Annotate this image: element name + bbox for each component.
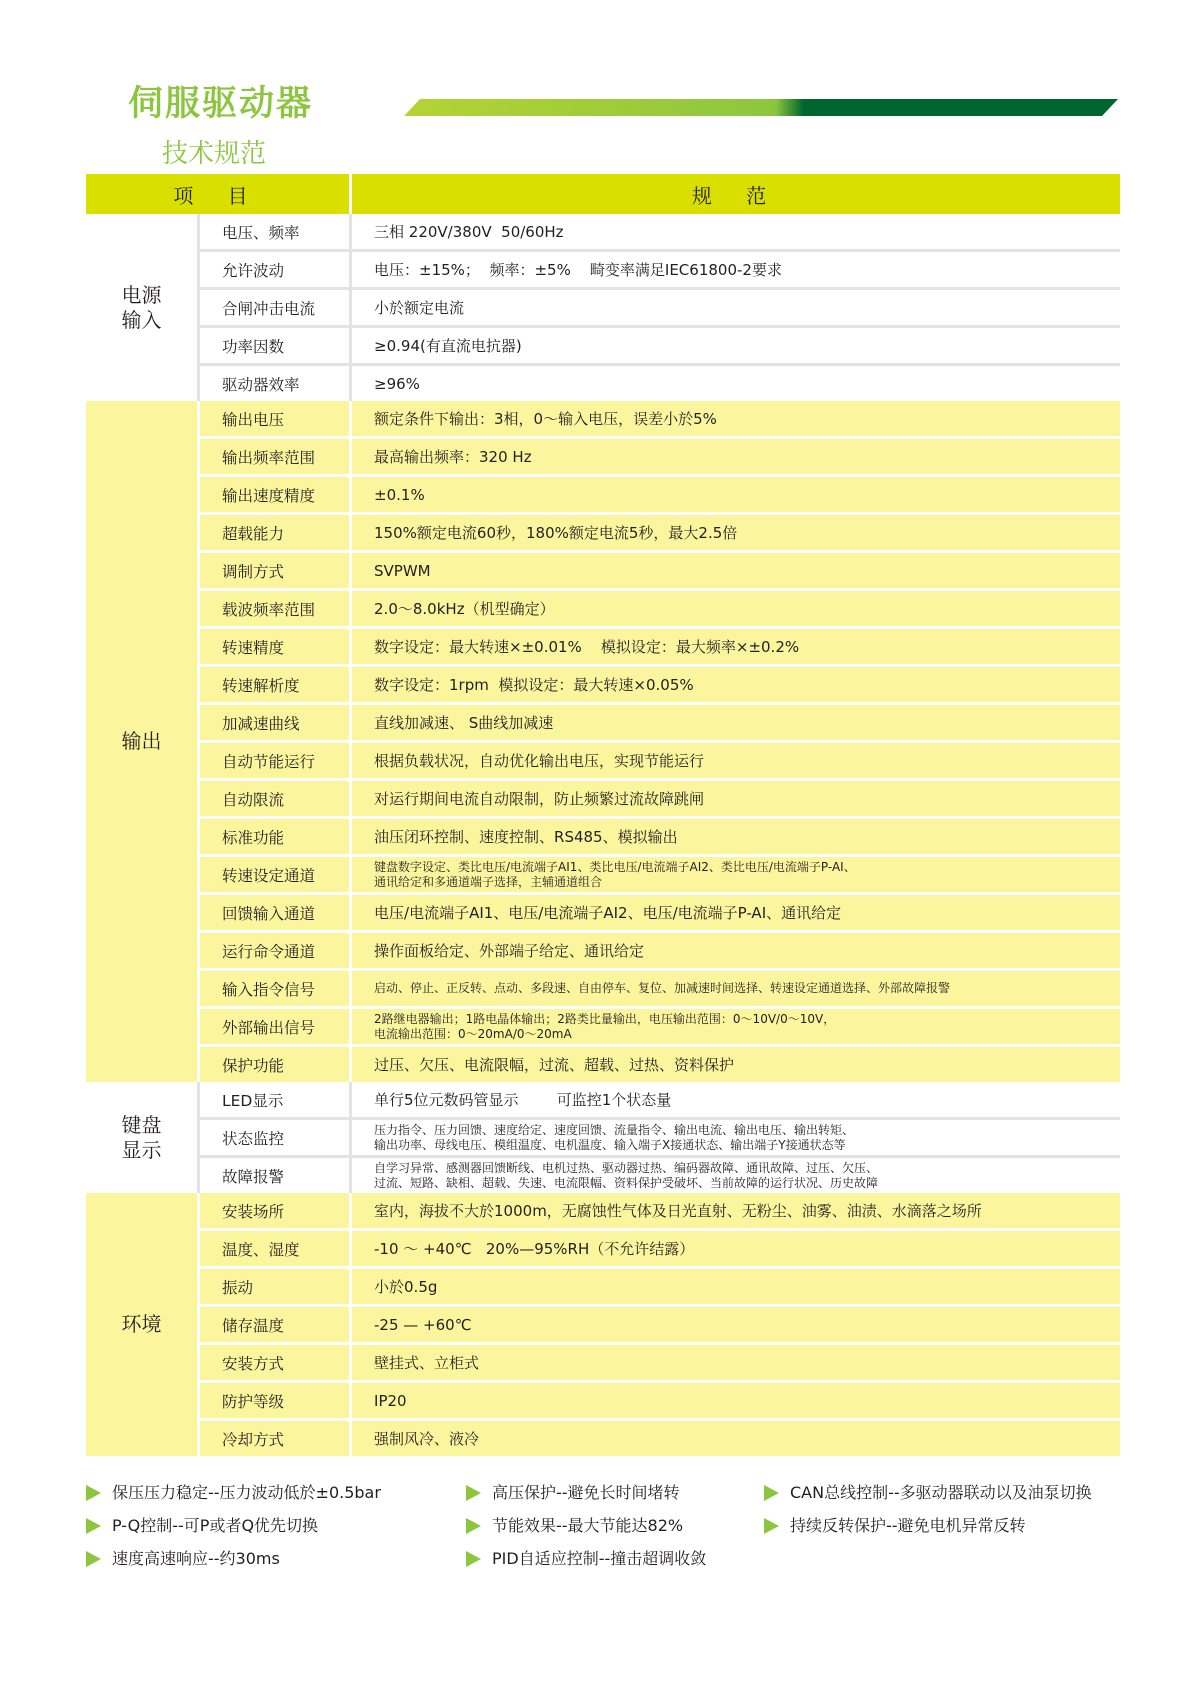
- table-row: [86, 1047, 1120, 1082]
- table-row: [86, 328, 1120, 366]
- value-cell: 数字设定：最大转速×±0.01% 模拟设定：最大频率×±0.2%: [352, 629, 1120, 667]
- category-cell: 电源输入: [86, 214, 200, 401]
- value-cell: 壁挂式、立柜式: [352, 1345, 1120, 1383]
- table-row: [86, 895, 1120, 933]
- value-cell: 150%额定电流60秒，180%额定电流5秒，最大2.5倍: [352, 515, 1120, 553]
- item-cell: 输出速度精度: [200, 477, 352, 515]
- value-cell: -10 ～ +40℃ 20%—95%RH（不允许结露）: [352, 1231, 1120, 1269]
- category-cell: 输出: [86, 401, 200, 1082]
- page-title: 伺服驱动器: [128, 84, 314, 124]
- value-cell: 室内，海拔不大於1000m，无腐蚀性气体及日光直射、无粉尘、油雾、油渍、水滴落之场所: [352, 1193, 1120, 1231]
- feature-list: [86, 1482, 1126, 1592]
- feature-item: PID自适应控制--撞击超调收敛: [466, 1548, 706, 1570]
- feature-item: 保压压力稳定--压力波动低於±0.5bar: [86, 1482, 381, 1504]
- triangle-bullet-icon: [466, 1485, 481, 1501]
- table-row: [86, 214, 1120, 252]
- item-cell: 振动: [200, 1269, 352, 1307]
- table-row: [86, 591, 1120, 629]
- category-cell: 键盘显示: [86, 1082, 200, 1193]
- table-row: [86, 1082, 1120, 1120]
- table-row: [86, 1345, 1120, 1383]
- table-row: [86, 857, 1120, 895]
- table-row: [86, 781, 1120, 819]
- table-row: [86, 1421, 1120, 1456]
- item-cell: 温度、湿度: [200, 1231, 352, 1269]
- value-cell: 最高输出频率：320 Hz: [352, 439, 1120, 477]
- item-cell: 安装方式: [200, 1345, 352, 1383]
- table-row: [86, 629, 1120, 667]
- table-row: [86, 290, 1120, 328]
- item-cell: 冷却方式: [200, 1421, 352, 1456]
- triangle-bullet-icon: [86, 1485, 101, 1501]
- item-cell: 安装场所: [200, 1193, 352, 1231]
- header-spec: 规 范: [352, 174, 1120, 214]
- item-cell: 功率因数: [200, 328, 352, 366]
- item-cell: 保护功能: [200, 1047, 352, 1082]
- value-cell: -25 — +60℃: [352, 1307, 1120, 1345]
- page-subtitle: 技术规范: [162, 139, 267, 169]
- value-cell: 强制风冷、液冷: [352, 1421, 1120, 1456]
- triangle-bullet-icon: [86, 1518, 101, 1534]
- value-cell: 根据负载状况，自动优化输出电压，实现节能运行: [352, 743, 1120, 781]
- item-cell: 输入指令信号: [200, 971, 352, 1009]
- value-cell: ≥0.94(有直流电抗器): [352, 328, 1120, 366]
- table-row: [86, 971, 1120, 1009]
- spec-table: [86, 174, 1120, 1456]
- item-cell: 状态监控: [200, 1120, 352, 1158]
- item-cell: 超载能力: [200, 515, 352, 553]
- value-cell: 压力指令、压力回馈、速度给定、速度回馈、流量指令、输出电流、输出电压、输出转矩、 输出功率、母线电压、模组温度、电机温度、输入端子X接通状态、输出端子Y接通状态等: [352, 1120, 1120, 1158]
- value-cell: 启动、停止、正反转、点动、多段速、自由停车、复位、加减速时间选择、转速设定通道选择、外部故障报警: [352, 971, 1120, 1009]
- item-cell: 自动限流: [200, 781, 352, 819]
- table-row: [86, 1269, 1120, 1307]
- item-cell: 电压、频率: [200, 214, 352, 252]
- item-cell: 标准功能: [200, 819, 352, 857]
- table-row: [86, 1383, 1120, 1421]
- table-row: [86, 1193, 1120, 1231]
- value-cell: 油压闭环控制、速度控制、RS485、模拟输出: [352, 819, 1120, 857]
- table-row: [86, 705, 1120, 743]
- table-row: [86, 743, 1120, 781]
- table-row: [86, 933, 1120, 971]
- triangle-bullet-icon: [466, 1518, 481, 1534]
- table-row: [86, 1158, 1120, 1193]
- table-row: [86, 1307, 1120, 1345]
- value-cell: 小於额定电流: [352, 290, 1120, 328]
- value-cell: ≥96%: [352, 366, 1120, 401]
- feature-item: 速度高速响应--约30ms: [86, 1548, 280, 1570]
- spec-table-body: [86, 214, 1120, 1456]
- table-row: [86, 366, 1120, 401]
- value-cell: 直线加减速、 S曲线加减速: [352, 705, 1120, 743]
- table-row: [86, 252, 1120, 290]
- value-cell: 单行5位元数码管显示 可监控1个状态量: [352, 1082, 1120, 1120]
- item-cell: 调制方式: [200, 553, 352, 591]
- header-item: 项 目: [86, 174, 352, 214]
- table-row: [86, 1120, 1120, 1158]
- item-cell: 回馈输入通道: [200, 895, 352, 933]
- item-cell: 驱动器效率: [200, 366, 352, 401]
- table-row: [86, 439, 1120, 477]
- item-cell: 转速设定通道: [200, 857, 352, 895]
- feature-item: 节能效果--最大节能达82%: [466, 1515, 683, 1537]
- value-cell: IP20: [352, 1383, 1120, 1421]
- triangle-bullet-icon: [764, 1518, 779, 1534]
- item-cell: 加减速曲线: [200, 705, 352, 743]
- triangle-bullet-icon: [764, 1485, 779, 1501]
- item-cell: 转速解析度: [200, 667, 352, 705]
- category-cell: 环境: [86, 1193, 200, 1456]
- item-cell: 合闸冲击电流: [200, 290, 352, 328]
- value-cell: 2.0～8.0kHz（机型确定）: [352, 591, 1120, 629]
- item-cell: 载波频率范围: [200, 591, 352, 629]
- value-cell: 操作面板给定、外部端子给定、通讯给定: [352, 933, 1120, 971]
- value-cell: ±0.1%: [352, 477, 1120, 515]
- value-cell: 自学习异常、感测器回馈断线、电机过热、驱动器过热、编码器故障、通讯故障、过压、欠压、 过流、短路、缺相、超载、失速、电流限幅、资料保护受破坏、当前故障的运行状况、历史故障: [352, 1158, 1120, 1193]
- item-cell: 故障报警: [200, 1158, 352, 1193]
- item-cell: 输出频率范围: [200, 439, 352, 477]
- item-cell: 输出电压: [200, 401, 352, 439]
- feature-item: P-Q控制--可P或者Q优先切换: [86, 1515, 318, 1537]
- value-cell: 三相 220V/380V 50/60Hz: [352, 214, 1120, 252]
- value-cell: SVPWM: [352, 553, 1120, 591]
- feature-item: CAN总线控制--多驱动器联动以及油泵切换: [764, 1482, 1092, 1504]
- item-cell: 运行命令通道: [200, 933, 352, 971]
- value-cell: 电压/电流端子AI1、电压/电流端子AI2、电压/电流端子P-AI、通讯给定: [352, 895, 1120, 933]
- table-row: [86, 477, 1120, 515]
- table-row: [86, 1231, 1120, 1269]
- item-cell: 外部输出信号: [200, 1009, 352, 1047]
- value-cell: 电压：±15%； 频率：±5% 畸变率满足IEC61800-2要求: [352, 252, 1120, 290]
- item-cell: 储存温度: [200, 1307, 352, 1345]
- value-cell: 数字设定：1rpm 模拟设定：最大转速×0.05%: [352, 667, 1120, 705]
- table-row: [86, 819, 1120, 857]
- table-header-row: [86, 174, 1120, 214]
- table-row: [86, 667, 1120, 705]
- value-cell: 小於0.5g: [352, 1269, 1120, 1307]
- item-cell: LED显示: [200, 1082, 352, 1120]
- value-cell: 2路继电器输出；1路电晶体输出；2路类比量输出，电压输出范围：0～10V/0～10V， 电流输出范围：0～20mA/0～20mA: [352, 1009, 1120, 1047]
- item-cell: 防护等级: [200, 1383, 352, 1421]
- table-row: [86, 1009, 1120, 1047]
- triangle-bullet-icon: [466, 1551, 481, 1567]
- triangle-bullet-icon: [86, 1551, 101, 1567]
- table-row: [86, 553, 1120, 591]
- feature-item: 持续反转保护--避免电机异常反转: [764, 1515, 1026, 1537]
- table-row: [86, 515, 1120, 553]
- header-decorative-band: [404, 99, 1118, 116]
- value-cell: 键盘数字设定、类比电压/电流端子AI1、类比电压/电流端子AI2、类比电压/电流端子P-AI、 通讯给定和多通道端子选择，主辅通道组合: [352, 857, 1120, 895]
- value-cell: 过压、欠压、电流限幅，过流、超载、过热、资料保护: [352, 1047, 1120, 1082]
- value-cell: 对运行期间电流自动限制，防止频繁过流故障跳闸: [352, 781, 1120, 819]
- item-cell: 转速精度: [200, 629, 352, 667]
- value-cell: 额定条件下输出：3相，0～输入电压，误差小於5%: [352, 401, 1120, 439]
- item-cell: 自动节能运行: [200, 743, 352, 781]
- table-row: [86, 401, 1120, 439]
- feature-item: 高压保护--避免长时间堵转: [466, 1482, 680, 1504]
- item-cell: 允许波动: [200, 252, 352, 290]
